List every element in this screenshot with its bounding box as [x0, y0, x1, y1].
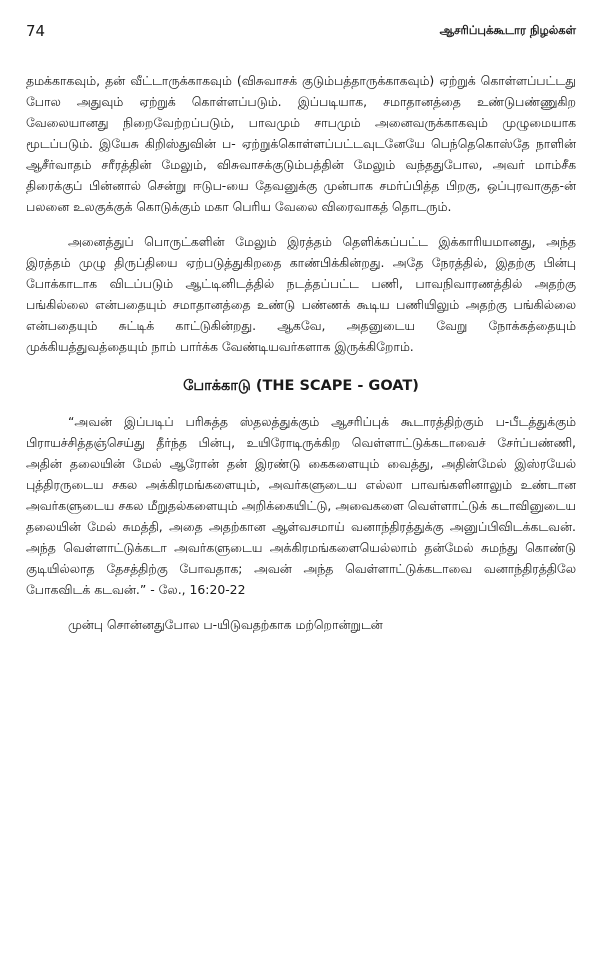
- page-number: 74: [26, 22, 46, 40]
- paragraph-4: முன்பு சொன்னதுபோல ப-யிடுவதற்காக மற்றொன்றுடன்: [68, 617, 383, 632]
- paragraph-1: தமக்காகவும், தன் வீட்டாருக்காகவும் (விசுவாசக் குடும்பத்தாருக்காகவும்) ஏற்றுக் கொள்ளப்பட்டது போல அதுவும் ஏற்றுக் கொள்ளப்படும். இப்படியாக, சமாதானத்தை உண்டுபண்ணுகிற வேலையானது நிறைவேற்றப்படும், பாவமும் சாபமும் அனைவருக்காகவும் முழுமையாக மூடப்படும். இயேசு கிறிஸ்துவின் ப- ஏற்றுக்கொள்ளப்பட்டவுடனேயே பெந்தெகொஸ்தே நாளின் ஆசீர்வாதம் சரீரத்தின் மேலும், விசுவாசக்குடும்பத்தின் மேலும் வந்ததுபோல, அவர் மாம்சீக திரைக்குப் பின்னால் சென்று ஈடுப-யை தேவனுக்கு முன்பாக சமர்ப்பித்த பிறகு, ஒப்புரவாகுத-ன் பலனை உலகுக்குக் கொடுக்கும் மகா பெரிய வேலை விரைவாகத் தொடரும்.: [26, 73, 576, 214]
- running-title: ஆசரிப்புக்கூடார நிழல்கள்: [439, 23, 576, 37]
- page-body: [26, 70, 576, 635]
- page-header: [26, 22, 576, 42]
- paragraph-2: அனைத்துப் பொருட்களின் மேலும் இரத்தம் தெளிக்கப்பட்ட இக்காரியமானது, அந்த இரத்தம் முழு திருப்தியை ஏற்படுத்துகிறதை காண்பிக்கின்றது. அதே நேரத்தில், இதற்கு பின்பு போக்காடாக விடப்படும் ஆட்டினிடத்தில் நடத்தப்பட்ட பணி, பாவநிவாரணத்தில் அதற்கு பங்கில்லை என்பதையும் சமாதானத்தை உண்டு பண்ணக் கூடிய பணியிலும் அதற்கு பங்கில்லை என்பதையும் சுட்டிக் காட்டுகின்றது. ஆகவே, அதனுடைய வேறு நோக்கத்தையும் முக்கியத்துவத்தையும் நாம் பார்க்க வேண்டியவர்களாக இருக்கிறோம்.: [26, 234, 576, 354]
- section-heading: போக்காடு (THE SCAPE - GOAT): [183, 378, 419, 394]
- scripture-quote: “அவன் இப்படிப் பரிசுத்த ஸ்தலத்துக்கும் ஆசரிப்புக் கூடாரத்திற்கும் ப-பீடத்துக்கும் பிராயச்சித்தஞ்செய்து தீர்ந்த பின்பு, உயிரோடிருக்கிற வெள்ளாட்டுக்கடாவைச் சேர்ப்பண்ணி, அதின் தலையின் மேல் ஆரோன் தன் இரண்டு கைகளையும் வைத்து, அதின்மேல் இஸ்ரயேல் புத்திரருடைய சகல அக்கிரமங்களையும், அவர்களுடைய எல்லா பாவங்களினாலும் உண்டான அவர்களுடைய சகல மீறுதல்களையும் அறிக்கையிட்டு, அவைகளை வெள்ளாட்டுக் கடாவினுடைய தலையின் மேல் சுமத்தி, அதை அதற்கான ஆள்வசமாய் வனாந்திரத்துக்கு அனுப்பிவிடக்கடவன். அந்த வெள்ளாட்டுக்கடா அவர்களுடைய அக்கிரமங்களையெல்லாம் தன்மேல் சுமந்து கொண்டு குடியில்லாத தேசத்திற்கு போவதாக; அவன் அந்த வெள்ளாட்டுக்கடாவை வனாந்திரத்திலே போகவிடக் கடவன்.” - லே., 16:20-22: [26, 414, 576, 597]
